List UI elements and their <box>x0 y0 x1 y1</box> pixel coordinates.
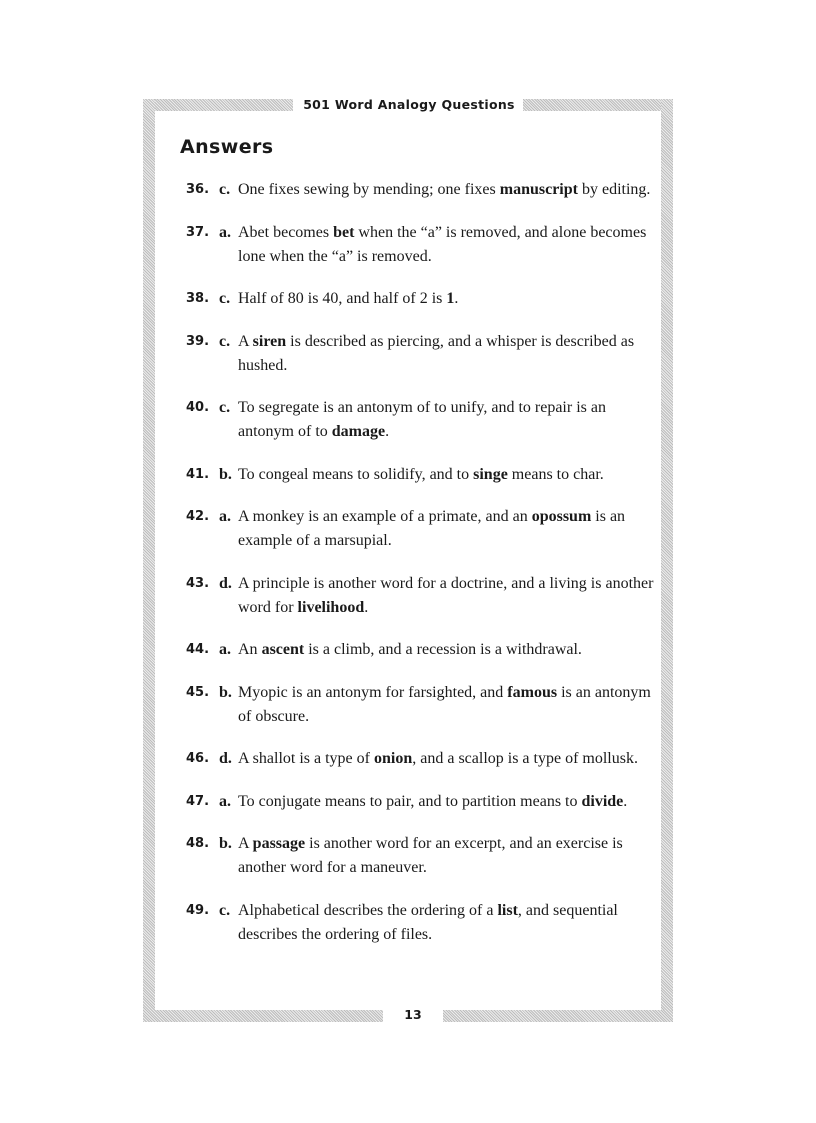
answer-text-segment: means to char. <box>507 465 604 483</box>
answer-number: 48. <box>186 836 210 851</box>
answer-explanation <box>238 747 656 771</box>
answer-letter: a. <box>219 223 231 241</box>
answer-text-segment: A principle is another word for a doctrine, and a living is another word for <box>238 574 654 616</box>
answer-text-segment: . <box>454 290 459 307</box>
answer-text-segment: To congeal means to solidify, and to <box>238 465 474 483</box>
answer-number: 46. <box>186 751 210 766</box>
answer-letter: d. <box>219 574 232 592</box>
answer-explanation <box>238 221 656 269</box>
answer-letter: c. <box>219 290 231 307</box>
answer-number: 39. <box>186 333 210 349</box>
answer-text-segment: . <box>385 423 390 440</box>
answer-text-segment: A <box>238 332 253 350</box>
answer-text-segment: Alphabetical describes the ordering of a <box>238 901 498 919</box>
answer-keyword: damage <box>331 423 386 440</box>
answer-letter: a. <box>219 508 231 525</box>
answer-explanation <box>238 832 656 880</box>
answer-text-segment: A <box>238 835 253 852</box>
answer-item <box>186 681 656 729</box>
answer-text-segment: is an antonym of obscure. <box>238 683 651 725</box>
answer-keyword: passage <box>252 835 306 852</box>
answer-letter: c. <box>219 399 231 416</box>
answer-number: 43. <box>186 575 210 591</box>
answer-keyword: divide <box>581 792 624 810</box>
page-number: 13 <box>391 1004 435 1026</box>
answer-item <box>186 790 656 814</box>
answer-keyword: singe <box>473 465 508 483</box>
answer-text-segment: Myopic is an antonym for farsighted, and <box>238 683 508 701</box>
answer-number: 37. <box>186 224 210 240</box>
answer-letter: c. <box>219 181 231 198</box>
answer-text-segment: is an example of a marsupial. <box>238 508 626 549</box>
frame-bar-left <box>143 99 155 1022</box>
answer-text-segment: An <box>238 641 262 658</box>
answer-keyword: bet <box>333 223 355 241</box>
answer-text-segment: . <box>623 792 628 810</box>
answer-letter: b. <box>219 683 232 701</box>
answer-text-segment: One fixes sewing by mending; one fixes <box>238 181 500 198</box>
answer-explanation <box>238 638 656 662</box>
answer-keyword: ascent <box>261 641 305 658</box>
answer-item <box>186 330 656 378</box>
answer-text-segment: A shallot is a type of <box>238 750 374 767</box>
answer-text-segment: when the “a” is removed, and alone becomes lone when the “a” is removed. <box>238 223 647 265</box>
answer-number: 44. <box>186 642 210 657</box>
answer-item <box>186 396 656 444</box>
answer-number: 41. <box>186 466 210 482</box>
answer-number: 49. <box>186 902 210 918</box>
answer-explanation <box>238 790 656 814</box>
answer-keyword: livelihood <box>297 598 365 616</box>
answer-number: 42. <box>186 509 210 524</box>
answer-text-segment: . <box>364 598 369 616</box>
answer-text-segment: is described as piercing, and a whisper is described as hushed. <box>238 332 635 374</box>
answer-number: 38. <box>186 291 210 306</box>
frame-bar-top-right <box>523 99 673 111</box>
answer-item <box>186 178 656 202</box>
answer-explanation <box>238 572 656 620</box>
answer-explanation <box>238 287 656 311</box>
answer-item <box>186 832 656 880</box>
answer-letter: a. <box>219 792 231 810</box>
answer-keyword: siren <box>252 332 287 350</box>
answer-letter: c. <box>219 332 231 350</box>
answer-text-segment: is another word for an excerpt, and an exercise is another word for a maneuver. <box>238 835 623 876</box>
running-head: 501 Word Analogy Questions <box>303 97 515 112</box>
answer-item <box>186 747 656 771</box>
answer-number: 47. <box>186 793 210 809</box>
answer-number: 45. <box>186 684 210 700</box>
answer-text-segment: A monkey is an example of a primate, and an <box>238 508 532 525</box>
answer-explanation <box>238 505 656 553</box>
answer-letter: d. <box>219 750 232 767</box>
answer-text-segment: To segregate is an antonym of to unify, and to repair is an antonym of to <box>238 399 606 440</box>
answer-text-segment: Abet becomes <box>238 223 334 241</box>
answer-item <box>186 287 656 311</box>
answer-explanation <box>238 681 656 729</box>
answer-list <box>186 178 656 965</box>
answer-keyword: manuscript <box>499 181 578 198</box>
answer-keyword: list <box>497 901 518 919</box>
answer-item <box>186 463 656 487</box>
answer-letter: b. <box>219 835 232 852</box>
answer-item <box>186 899 656 947</box>
answer-explanation <box>238 463 656 487</box>
answer-explanation <box>238 330 656 378</box>
answer-item <box>186 505 656 553</box>
answer-number: 40. <box>186 400 210 415</box>
answer-text-segment: Half of 80 is 40, and half of 2 is <box>238 290 447 307</box>
frame-bar-right <box>661 99 673 1022</box>
answer-text-segment: by editing. <box>577 181 651 198</box>
answer-text-segment: , and sequential describes the ordering of files. <box>238 901 618 943</box>
frame-bar-bottom-right <box>443 1010 673 1022</box>
answer-keyword: famous <box>507 683 558 701</box>
answer-item <box>186 572 656 620</box>
answer-item <box>186 221 656 269</box>
answer-number: 36. <box>186 182 210 197</box>
answer-keyword: opossum <box>531 508 592 525</box>
answer-keyword: 1 <box>446 290 455 307</box>
frame-bar-top-left <box>143 99 293 111</box>
answer-text-segment: To conjugate means to pair, and to partition means to <box>238 792 582 810</box>
answer-item <box>186 638 656 662</box>
frame-bar-bottom-left <box>143 1010 383 1022</box>
answer-explanation <box>238 178 656 202</box>
answer-letter: a. <box>219 641 231 658</box>
answer-keyword: onion <box>373 750 413 767</box>
answer-explanation <box>238 899 656 947</box>
answer-text-segment: is a climb, and a recession is a withdrawal. <box>304 641 582 658</box>
answer-letter: c. <box>219 901 231 919</box>
section-heading: Answers <box>180 136 274 158</box>
answer-text-segment: , and a scallop is a type of mollusk. <box>412 750 638 767</box>
answer-explanation <box>238 396 656 444</box>
answer-letter: b. <box>219 465 232 483</box>
